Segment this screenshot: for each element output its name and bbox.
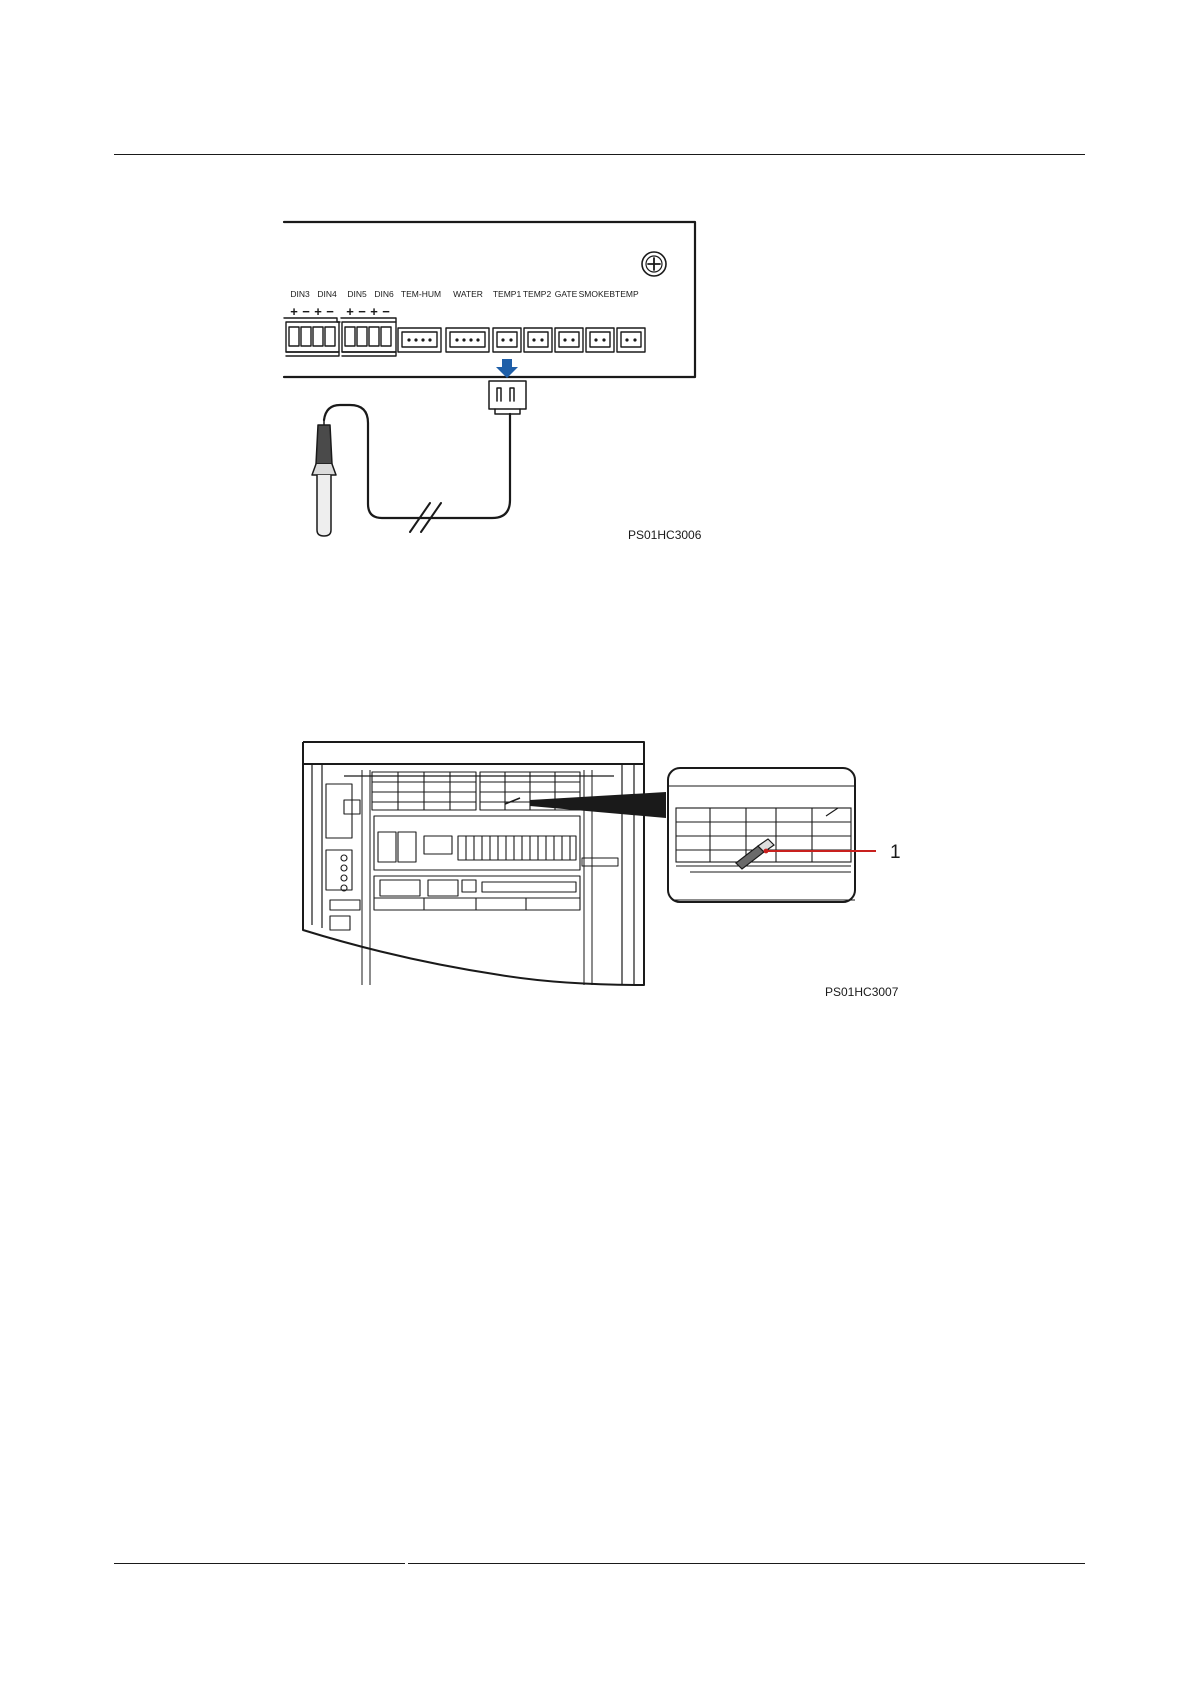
magnified-detail-view [668,768,855,902]
polarity-minus: − [358,304,366,319]
footer-rule-left [114,1563,405,1564]
cabinet-shell [303,742,644,985]
callout-number: 1 [890,842,901,863]
detail-sensor-probe [736,839,774,869]
label-gate: GATE [554,289,578,299]
label-btemp: BTEMP [609,289,639,299]
power-distribution-unit [374,816,580,870]
polarity-minus: − [382,304,390,319]
monitoring-unit [374,876,580,910]
cabinet-left-column [326,784,360,930]
label-smoke: SMOKE [578,289,610,299]
figure-code: PS01HC3007 [825,985,899,999]
figure-code: PS01HC3006 [628,528,702,542]
label-din5: DIN5 [347,289,367,299]
label-temp2: TEMP2 [522,289,552,299]
footer-rule-right [408,1563,1085,1564]
label-water: WATER [453,289,483,299]
polarity-plus: + [370,304,378,319]
label-din3: DIN3 [290,289,310,299]
label-din6: DIN6 [374,289,394,299]
callout-anchor-dot [764,849,769,854]
polarity-plus: + [290,304,298,319]
polarity-plus: + [314,304,322,319]
label-tem-hum: TEM-HUM [400,289,442,299]
polarity-plus: + [346,304,354,319]
polarity-minus: − [302,304,310,319]
zoom-beam [530,792,666,818]
label-din4: DIN4 [317,289,337,299]
polarity-minus: − [326,304,334,319]
label-temp1: TEMP1 [492,289,522,299]
